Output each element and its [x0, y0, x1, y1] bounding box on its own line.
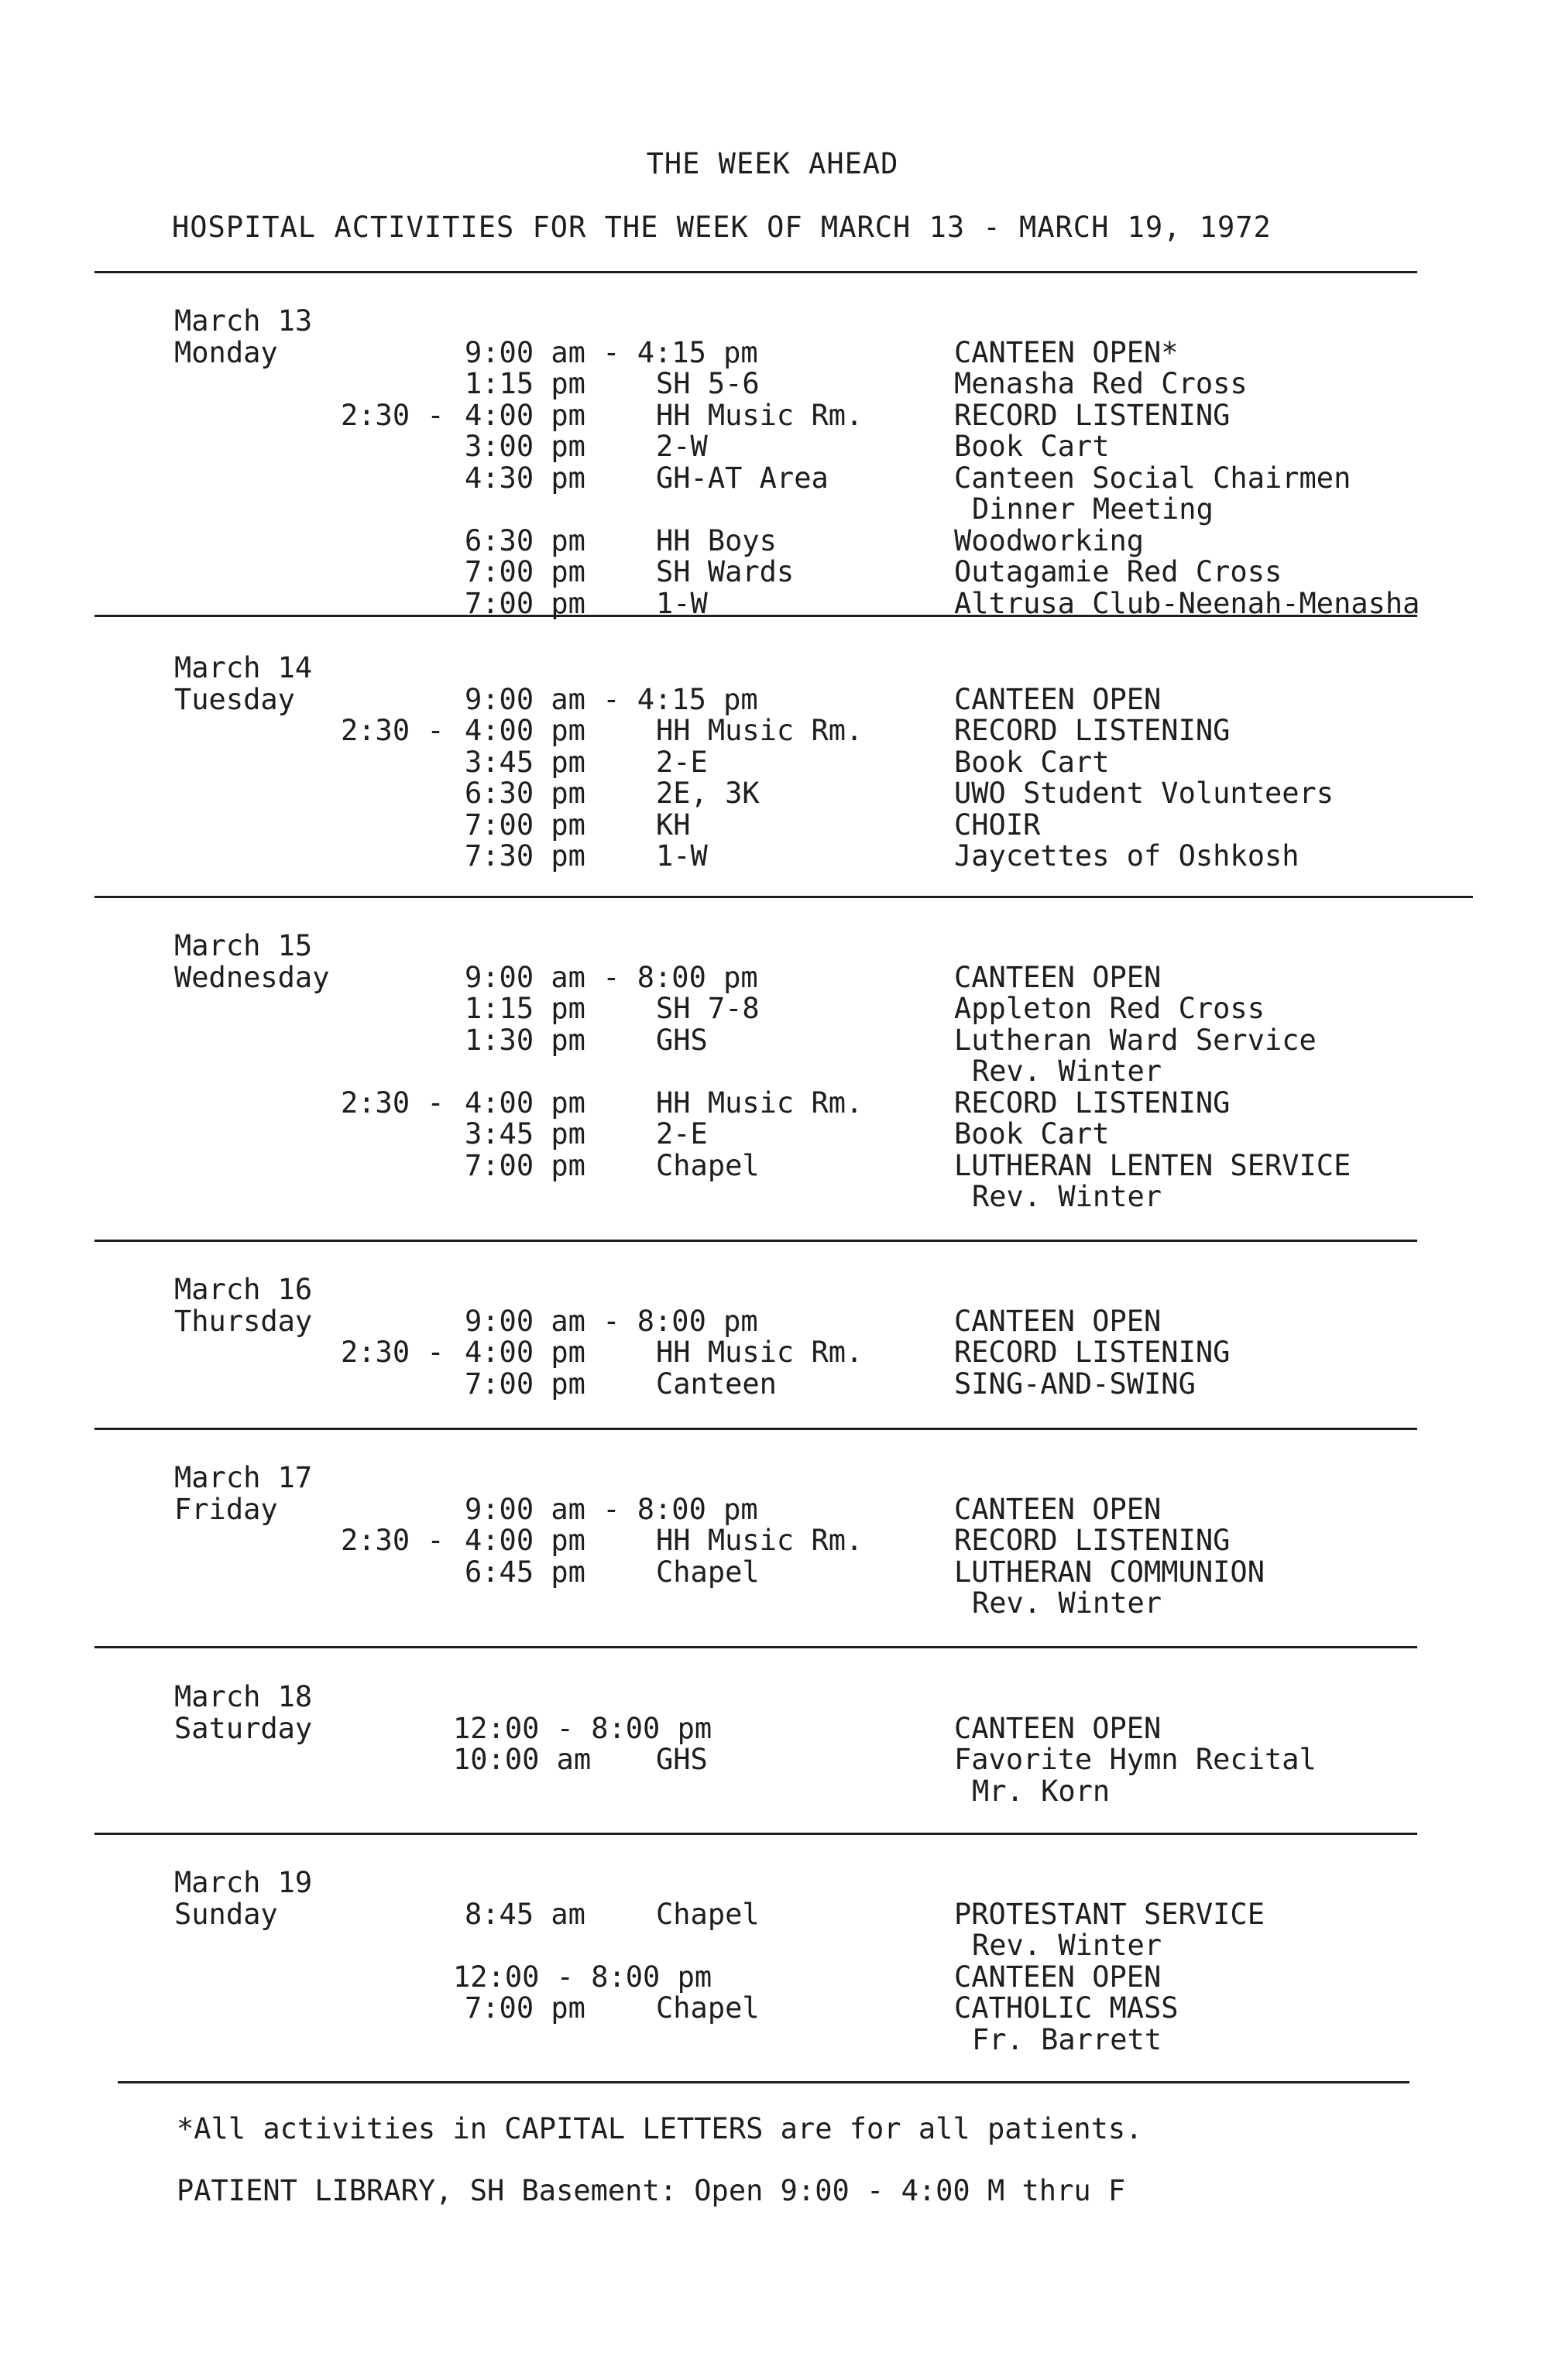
- day-weekday: Thursday: [174, 1304, 313, 1338]
- entry-activity-detail: Rev. Winter: [972, 1586, 1162, 1620]
- entry-location: GHS: [656, 1023, 708, 1057]
- day-separator-rule: [94, 896, 1473, 898]
- entry-location: HH Music Rm.: [656, 1085, 863, 1120]
- entry-time: 7:00 pm: [465, 586, 585, 620]
- entry-activity: CANTEEN OPEN: [954, 1492, 1162, 1526]
- entry-activity: UWO Student Volunteers: [954, 777, 1334, 810]
- entry-location: 2-E: [656, 745, 708, 779]
- entry-activity: LUTHERAN LENTEN SERVICE: [954, 1148, 1351, 1182]
- entry-activity: CANTEEN OPEN: [954, 1711, 1162, 1745]
- footnote: *All activities in CAPITAL LETTERS are for all patients.: [177, 2112, 1143, 2145]
- entry-time: 7:00 pm: [465, 555, 585, 588]
- entry-location: 1-W: [656, 586, 708, 620]
- entry-location: HH Music Rm.: [656, 1524, 863, 1557]
- entry-activity: CHOIR: [954, 808, 1041, 842]
- entry-range-start: 2:30 -: [341, 398, 445, 432]
- entry-time: 1:15 pm: [465, 367, 585, 400]
- day-date: March 16: [174, 1273, 313, 1306]
- day-separator-rule: [94, 1646, 1417, 1648]
- entry-time: 6:30 pm: [465, 777, 585, 810]
- entry-time: 4:00 pm: [465, 1336, 585, 1369]
- entry-time: 3:45 pm: [465, 745, 585, 779]
- entry-activity: CANTEEN OPEN: [954, 960, 1162, 994]
- entry-location: HH Music Rm.: [656, 398, 863, 432]
- entry-location: Chapel: [656, 1897, 760, 1931]
- day-weekday: Friday: [174, 1492, 278, 1526]
- entry-time: 10:00 am: [453, 1743, 592, 1776]
- entry-range-start: 2:30 -: [341, 1336, 445, 1369]
- entry-time: 6:30 pm: [465, 523, 585, 557]
- entry-activity: RECORD LISTENING: [954, 1524, 1231, 1557]
- entry-activity: Woodworking: [954, 523, 1145, 557]
- day-weekday: Sunday: [174, 1897, 278, 1931]
- entry-activity: LUTHERAN COMMUNION: [954, 1555, 1265, 1589]
- day-separator-rule: [94, 1240, 1417, 1242]
- entry-location: KH: [656, 808, 691, 842]
- entry-location: HH Music Rm.: [656, 714, 863, 747]
- entry-time: 9:00 am - 8:00 pm: [465, 1492, 758, 1526]
- page-subtitle: HOSPITAL ACTIVITIES FOR THE WEEK OF MARCH 13 - MARCH 19, 1972: [172, 211, 1272, 244]
- entry-location: Chapel: [656, 1148, 760, 1182]
- entry-time: 4:00 pm: [465, 714, 585, 747]
- entry-location: Chapel: [656, 1555, 760, 1589]
- day-weekday: Tuesday: [174, 682, 295, 716]
- entry-activity: CANTEEN OPEN: [954, 1304, 1162, 1338]
- entry-time: 9:00 am - 8:00 pm: [465, 1304, 758, 1338]
- day-date: March 13: [174, 304, 313, 338]
- entry-time: 7:00 pm: [465, 808, 585, 842]
- entry-time: 3:00 pm: [465, 430, 585, 463]
- entry-range-start: 2:30 -: [341, 1524, 445, 1557]
- entry-activity: RECORD LISTENING: [954, 398, 1231, 432]
- library-note: PATIENT LIBRARY, SH Basement: Open 9:00 - 4:00 M thru F: [177, 2174, 1126, 2207]
- entry-activity: CANTEEN OPEN: [954, 682, 1162, 716]
- entry-range-start: 2:30 -: [341, 714, 445, 747]
- entry-activity: Book Cart: [954, 430, 1110, 463]
- day-separator-rule: [94, 1428, 1417, 1430]
- entry-activity: Appleton Red Cross: [954, 992, 1265, 1025]
- entry-location: GH-AT Area: [656, 461, 829, 495]
- entry-location: Canteen: [656, 1367, 777, 1401]
- entry-location: HH Boys: [656, 523, 777, 557]
- entry-location: Chapel: [656, 1991, 760, 2025]
- entry-time: 8:45 am: [465, 1897, 585, 1931]
- entry-time: 3:45 pm: [465, 1117, 585, 1151]
- entry-time: 7:30 pm: [465, 839, 585, 873]
- entry-time: 1:15 pm: [465, 992, 585, 1025]
- entry-time: 7:00 pm: [465, 1148, 585, 1182]
- entry-activity: Canteen Social Chairmen: [954, 461, 1351, 495]
- entry-time: 4:00 pm: [465, 1524, 585, 1557]
- entry-location: 2-E: [656, 1117, 708, 1151]
- day-date: March 18: [174, 1680, 313, 1713]
- entry-location: 1-W: [656, 839, 708, 873]
- entry-activity: SING-AND-SWING: [954, 1367, 1196, 1401]
- entry-location: HH Music Rm.: [656, 1336, 863, 1369]
- entry-time: 7:00 pm: [465, 1367, 585, 1401]
- day-weekday: Wednesday: [174, 960, 330, 994]
- entry-time: 12:00 - 8:00 pm: [453, 1711, 712, 1745]
- entry-time: 9:00 am - 4:15 pm: [465, 335, 758, 369]
- day-date: March 19: [174, 1866, 313, 1899]
- day-separator-rule: [118, 2081, 1409, 2083]
- entry-activity: Outagamie Red Cross: [954, 555, 1282, 588]
- entry-activity: Altrusa Club-Neenah-Menasha: [954, 586, 1420, 620]
- entry-time: 6:45 pm: [465, 1555, 585, 1589]
- day-weekday: Monday: [174, 335, 278, 369]
- entry-location: 2E, 3K: [656, 777, 760, 810]
- day-date: March 15: [174, 929, 313, 962]
- entry-time: 7:00 pm: [465, 1991, 585, 2025]
- entry-location: SH Wards: [656, 555, 795, 588]
- day-separator-rule: [94, 1833, 1417, 1835]
- entry-activity: Favorite Hymn Recital: [954, 1743, 1317, 1776]
- entry-time: 1:30 pm: [465, 1023, 585, 1057]
- entry-time: 12:00 - 8:00 pm: [453, 1960, 712, 1994]
- entry-activity-detail: Mr. Korn: [972, 1774, 1111, 1808]
- page-title: THE WEEK AHEAD: [646, 147, 899, 180]
- entry-location: GHS: [656, 1743, 708, 1776]
- entry-time: 4:30 pm: [465, 461, 585, 495]
- entry-activity-detail: Rev. Winter: [972, 1929, 1162, 1962]
- entry-time: 9:00 am - 8:00 pm: [465, 960, 758, 994]
- entry-time: 9:00 am - 4:15 pm: [465, 682, 758, 716]
- entry-location: SH 7-8: [656, 992, 760, 1025]
- entry-activity: PROTESTANT SERVICE: [954, 1897, 1265, 1931]
- header-rule: [94, 271, 1417, 273]
- day-date: March 17: [174, 1461, 313, 1494]
- entry-activity: CANTEEN OPEN: [954, 1960, 1162, 1994]
- entry-activity-detail: Fr. Barrett: [972, 2022, 1162, 2056]
- entry-activity: Menasha Red Cross: [954, 367, 1248, 400]
- entry-location: SH 5-6: [656, 367, 760, 400]
- entry-activity: CATHOLIC MASS: [954, 1991, 1179, 2025]
- entry-activity: Book Cart: [954, 1117, 1110, 1151]
- entry-activity: RECORD LISTENING: [954, 1085, 1231, 1120]
- entry-activity: RECORD LISTENING: [954, 714, 1231, 747]
- entry-activity: Book Cart: [954, 745, 1110, 779]
- entry-time: 4:00 pm: [465, 398, 585, 432]
- entry-activity-detail: Dinner Meeting: [972, 492, 1214, 526]
- entry-activity: RECORD LISTENING: [954, 1336, 1231, 1369]
- day-weekday: Saturday: [174, 1711, 313, 1745]
- entry-activity-detail: Rev. Winter: [972, 1180, 1162, 1213]
- entry-time: 4:00 pm: [465, 1085, 585, 1120]
- day-date: March 14: [174, 651, 313, 684]
- entry-activity: Lutheran Ward Service: [954, 1023, 1317, 1057]
- entry-activity: Jaycettes of Oshkosh: [954, 839, 1300, 873]
- entry-activity: CANTEEN OPEN*: [954, 335, 1179, 369]
- entry-location: 2-W: [656, 430, 708, 463]
- entry-range-start: 2:30 -: [341, 1085, 445, 1120]
- entry-activity-detail: Rev. Winter: [972, 1055, 1162, 1088]
